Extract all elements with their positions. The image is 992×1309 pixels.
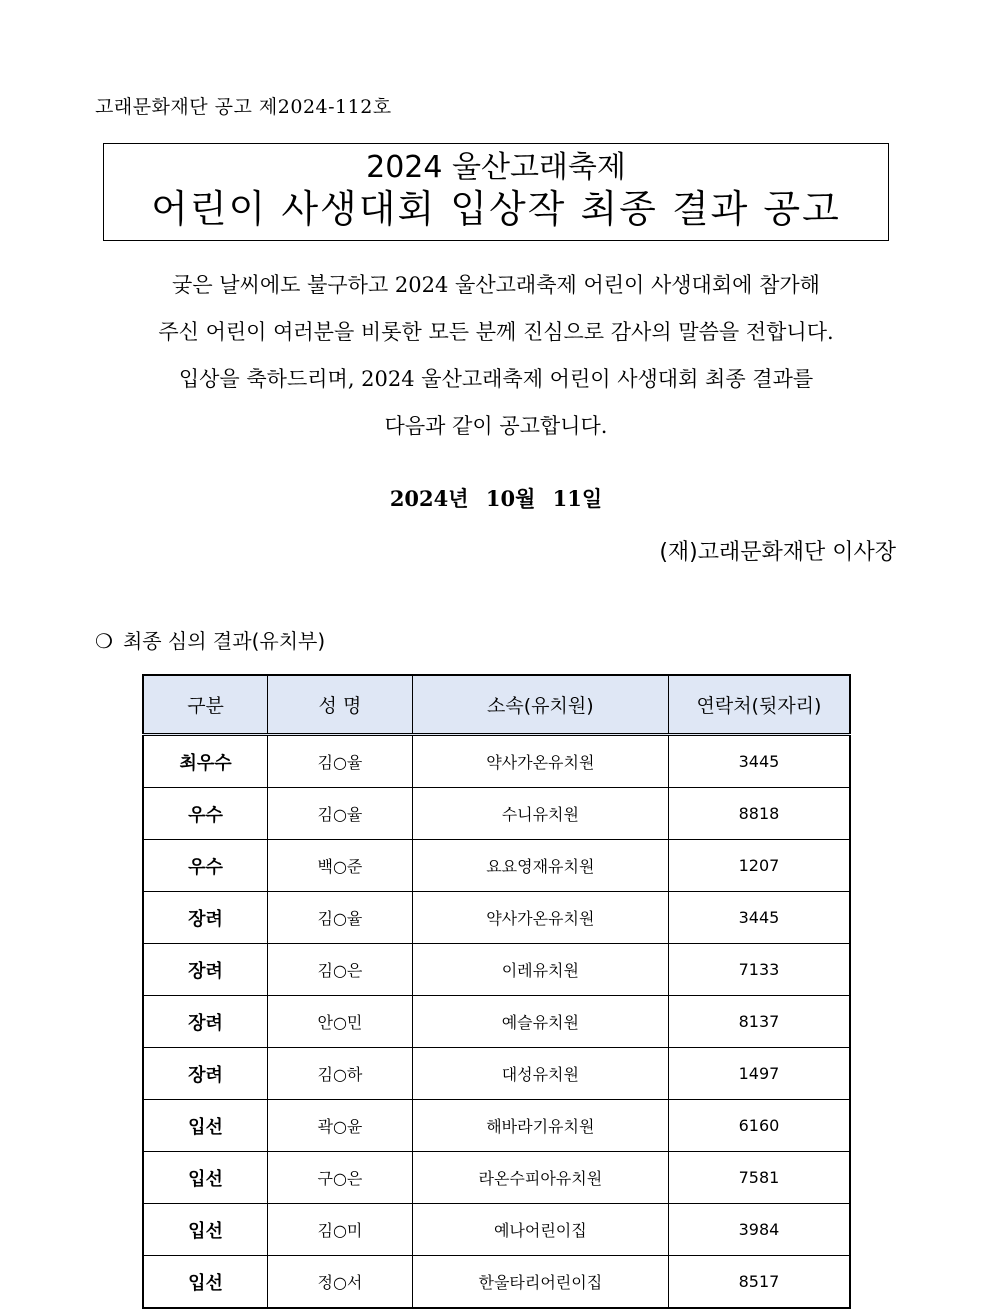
cell-contact: 7133 — [668, 944, 850, 996]
table-row — [143, 788, 850, 840]
table-row — [143, 1048, 850, 1100]
cell-affiliation: 요요영재유치원 — [412, 840, 668, 892]
cell-affiliation: 약사가온유치원 — [412, 735, 668, 788]
table-row — [143, 944, 850, 996]
body-line: 주신 어린이 여러분을 비롯한 모든 분께 진심으로 감사의 말씀을 전합니다. — [158, 320, 834, 344]
cell-category: 장려 — [143, 892, 268, 944]
cell-contact: 8137 — [668, 996, 850, 1048]
cell-contact: 8818 — [668, 788, 850, 840]
section-heading — [95, 625, 325, 654]
table-row — [143, 840, 850, 892]
cell-name: 김○율 — [268, 892, 413, 944]
body-line: 궂은 날씨에도 불구하고 2024 울산고래축제 어린이 사생대회에 참가해 — [172, 273, 820, 297]
cell-affiliation: 약사가온유치원 — [412, 892, 668, 944]
cell-contact: 8517 — [668, 1256, 850, 1309]
table-row — [143, 892, 850, 944]
cell-name: 김○율 — [268, 788, 413, 840]
body-text — [80, 262, 912, 450]
cell-contact: 3984 — [668, 1204, 850, 1256]
cell-category: 장려 — [143, 1048, 268, 1100]
table-row — [143, 996, 850, 1048]
cell-affiliation: 해바라기유치원 — [412, 1100, 668, 1152]
table-header-row — [143, 675, 850, 735]
cell-category: 우수 — [143, 788, 268, 840]
cell-category: 입선 — [143, 1204, 268, 1256]
cell-category: 장려 — [143, 944, 268, 996]
cell-name: 구○은 — [268, 1152, 413, 1204]
cell-category: 입선 — [143, 1152, 268, 1204]
cell-name: 김○율 — [268, 735, 413, 788]
cell-category: 최우수 — [143, 735, 268, 788]
cell-category: 입선 — [143, 1256, 268, 1309]
cell-category: 입선 — [143, 1100, 268, 1152]
table-row — [143, 735, 850, 788]
notice-number: 고래문화재단 공고 제2024-112호 — [95, 96, 392, 118]
section-title: 최종 심의 결과(유치부) — [122, 629, 326, 653]
cell-name: 김○하 — [268, 1048, 413, 1100]
cell-contact: 3445 — [668, 735, 850, 788]
cell-name: 김○미 — [268, 1204, 413, 1256]
cell-affiliation: 한울타리어린이집 — [412, 1256, 668, 1309]
circle-bullet-icon: ❍ — [95, 629, 113, 653]
cell-contact: 1207 — [668, 840, 850, 892]
cell-category: 우수 — [143, 840, 268, 892]
table-row — [143, 1100, 850, 1152]
cell-contact: 7581 — [668, 1152, 850, 1204]
table-row — [143, 1152, 850, 1204]
body-line: 다음과 같이 공고합니다. — [384, 414, 608, 438]
cell-affiliation: 라온수피아유치원 — [412, 1152, 668, 1204]
signer: (재)고래문화재단 이사장 — [659, 540, 896, 565]
title-box — [103, 143, 889, 241]
cell-affiliation: 수니유치원 — [412, 788, 668, 840]
body-line: 입상을 축하드리며, 2024 울산고래축제 어린이 사생대회 최종 결과를 — [178, 367, 814, 391]
cell-affiliation: 대성유치원 — [412, 1048, 668, 1100]
notice-date: 2024년 10월 11일 — [389, 486, 603, 511]
title-line-1: 2024 울산고래축제 — [366, 150, 626, 185]
cell-contact: 3445 — [668, 892, 850, 944]
column-header-affiliation: 소속(유치원) — [412, 675, 668, 735]
cell-contact: 1497 — [668, 1048, 850, 1100]
cell-affiliation: 예나어린이집 — [412, 1204, 668, 1256]
cell-name: 안○민 — [268, 996, 413, 1048]
cell-name: 김○은 — [268, 944, 413, 996]
column-header-contact: 연락처(뒷자리) — [668, 675, 850, 735]
table-row — [143, 1204, 850, 1256]
table-row — [143, 1256, 850, 1309]
column-header-category: 구분 — [143, 675, 268, 735]
column-header-name: 성 명 — [268, 675, 413, 735]
cell-name: 백○준 — [268, 840, 413, 892]
cell-affiliation: 예슬유치원 — [412, 996, 668, 1048]
results-table — [142, 674, 851, 1309]
cell-category: 장려 — [143, 996, 268, 1048]
cell-name: 정○서 — [268, 1256, 413, 1309]
cell-contact: 6160 — [668, 1100, 850, 1152]
title-line-2: 어린이 사생대회 입상작 최종 결과 공고 — [151, 187, 841, 231]
cell-name: 곽○윤 — [268, 1100, 413, 1152]
cell-affiliation: 이레유치원 — [412, 944, 668, 996]
